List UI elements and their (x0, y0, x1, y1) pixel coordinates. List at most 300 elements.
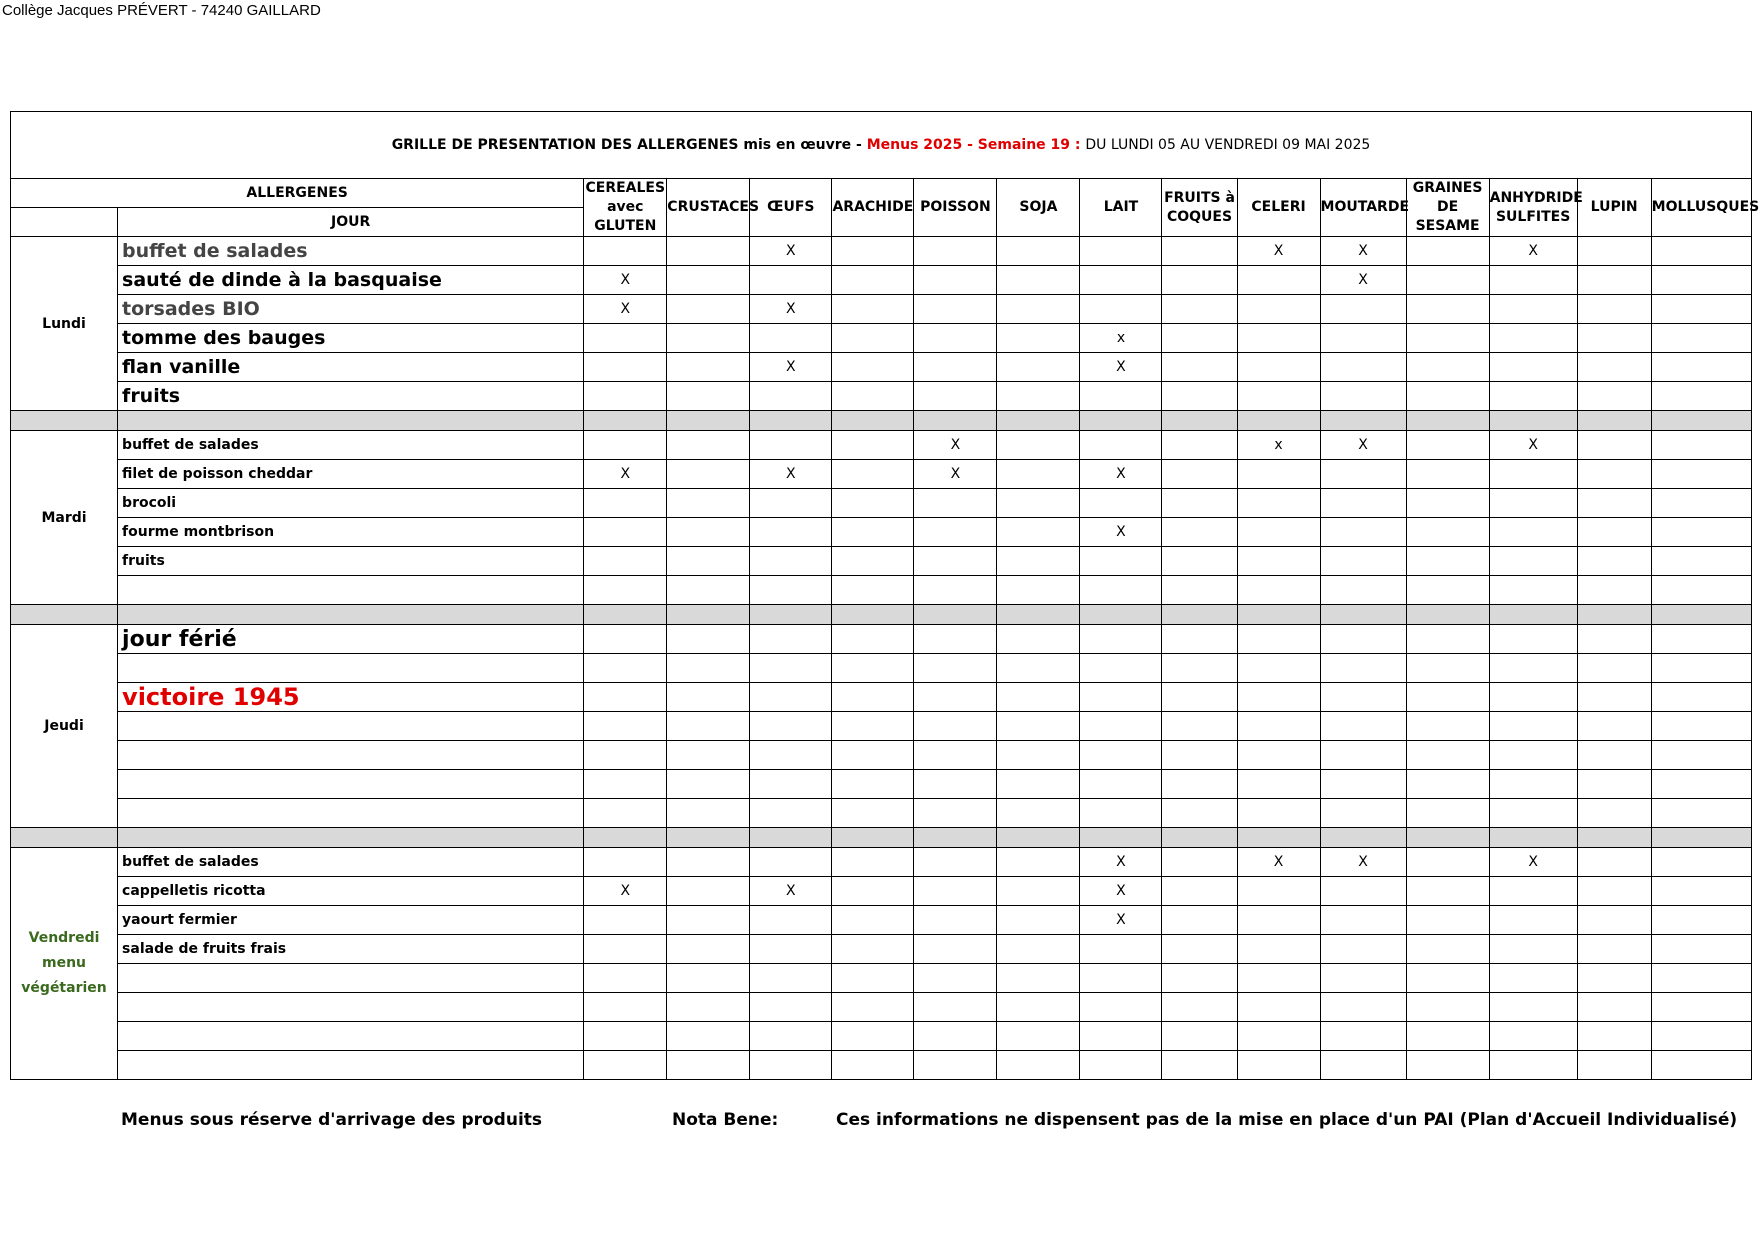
allergen-mark (584, 964, 667, 993)
separator-cell (1162, 411, 1237, 431)
allergen-mark (914, 906, 997, 935)
allergen-mark (584, 382, 667, 411)
allergen-mark (1320, 382, 1406, 411)
allergen-mark (914, 353, 997, 382)
allergen-mark (1406, 489, 1489, 518)
allergen-mark (1237, 266, 1320, 295)
allergen-mark (832, 935, 914, 964)
allergen-mark (584, 712, 667, 741)
allergen-mark (1651, 324, 1751, 353)
allergen-mark (1237, 576, 1320, 605)
allergen-mark (1080, 683, 1162, 712)
separator-cell (584, 605, 667, 625)
footer-info: Ces informations ne dispensent pas de la mise en place d'un PAI (Plan d'Accueil Individualisé) (836, 1110, 1738, 1130)
allergen-mark (1162, 382, 1237, 411)
separator-cell (1577, 605, 1651, 625)
allergen-mark (1651, 712, 1751, 741)
dish-name (118, 576, 584, 605)
dish-name: yaourt fermier (118, 906, 584, 935)
allergen-mark (832, 625, 914, 654)
dish-name: fourme montbrison (118, 518, 584, 547)
allergen-mark (1080, 237, 1162, 266)
allergen-mark (1320, 964, 1406, 993)
allergen-mark (750, 1051, 832, 1080)
allergen-mark (750, 741, 832, 770)
allergen-mark (832, 799, 914, 828)
allergen-mark (1237, 1022, 1320, 1051)
separator-cell (1080, 605, 1162, 625)
footer-nota-bene: Nota Bene: (672, 1110, 779, 1130)
allergen-mark (667, 324, 750, 353)
allergen-mark (667, 625, 750, 654)
allergen-mark (1651, 877, 1751, 906)
allergen-mark (914, 1022, 997, 1051)
allergen-mark (1320, 770, 1406, 799)
allergen-mark (1577, 906, 1651, 935)
allergen-mark (1651, 1051, 1751, 1080)
allergen-mark (997, 964, 1080, 993)
allergen-mark (997, 935, 1080, 964)
allergen-mark (1489, 547, 1577, 576)
allergen-mark (997, 460, 1080, 489)
allergen-mark: X (750, 295, 832, 324)
allergen-mark (1406, 654, 1489, 683)
allergen-mark (997, 489, 1080, 518)
allergen-mark (584, 353, 667, 382)
allergen-mark (1651, 547, 1751, 576)
col-header: CELERI (1237, 179, 1320, 237)
allergen-mark (1320, 877, 1406, 906)
dish-name: flan vanille (118, 353, 584, 382)
allergen-mark: x (1080, 324, 1162, 353)
dish-name (118, 964, 584, 993)
allergen-mark (914, 324, 997, 353)
separator-cell (584, 411, 667, 431)
allergen-mark (584, 1051, 667, 1080)
table-row (11, 576, 1752, 605)
allergen-mark (1237, 547, 1320, 576)
dish-name (118, 770, 584, 799)
table-row (11, 431, 1752, 460)
allergen-mark (1577, 935, 1651, 964)
allergen-mark (914, 1051, 997, 1080)
allergen-mark (1651, 770, 1751, 799)
allergen-mark (1577, 1022, 1651, 1051)
allergen-grid (10, 111, 1759, 1080)
allergen-mark (584, 576, 667, 605)
allergen-mark (1406, 625, 1489, 654)
allergen-mark (1237, 964, 1320, 993)
allergen-mark (584, 770, 667, 799)
allergen-mark (997, 324, 1080, 353)
separator-cell (1237, 411, 1320, 431)
allergen-mark (832, 654, 914, 683)
allergen-mark (1237, 906, 1320, 935)
allergen-mark (1406, 799, 1489, 828)
allergen-mark (997, 683, 1080, 712)
allergen-mark (1162, 489, 1237, 518)
allergen-mark (1577, 712, 1651, 741)
allergen-mark (1489, 741, 1577, 770)
allergen-mark (667, 799, 750, 828)
allergen-mark (1162, 576, 1237, 605)
separator-cell (1489, 411, 1577, 431)
allergen-mark (997, 877, 1080, 906)
allergen-mark (914, 576, 997, 605)
allergen-mark (1651, 799, 1751, 828)
table-row (11, 382, 1752, 411)
allergen-mark (667, 712, 750, 741)
allergen-mark (1162, 877, 1237, 906)
allergen-mark (1577, 489, 1651, 518)
allergen-mark (584, 625, 667, 654)
allergen-mark (997, 576, 1080, 605)
allergen-mark (1237, 460, 1320, 489)
allergen-mark (1162, 625, 1237, 654)
allergen-mark: X (750, 353, 832, 382)
allergen-mark (1080, 295, 1162, 324)
allergen-mark (584, 431, 667, 460)
allergen-mark (1320, 625, 1406, 654)
allergen-mark (1577, 741, 1651, 770)
allergen-mark (997, 799, 1080, 828)
allergen-mark (1080, 964, 1162, 993)
dish-name (118, 1022, 584, 1051)
allergen-mark (832, 1051, 914, 1080)
allergen-mark (1320, 576, 1406, 605)
allergen-mark (750, 266, 832, 295)
allergen-mark (1237, 489, 1320, 518)
allergen-mark (1162, 741, 1237, 770)
separator-cell (1651, 828, 1751, 848)
allergen-mark (914, 382, 997, 411)
allergen-mark (832, 877, 914, 906)
table-row (11, 935, 1752, 964)
allergen-mark (1237, 295, 1320, 324)
allergen-mark (667, 353, 750, 382)
footer-note-left: Menus sous réserve d'arrivage des produits (121, 1110, 543, 1130)
dish-name (118, 741, 584, 770)
separator-cell (1577, 411, 1651, 431)
allergen-mark (1080, 547, 1162, 576)
allergen-mark (1406, 964, 1489, 993)
title-part1: GRILLE DE PRESENTATION DES ALLERGENES mis en œuvre - (391, 137, 867, 153)
allergen-mark (1651, 654, 1751, 683)
allergen-mark (1651, 266, 1751, 295)
table-row (11, 993, 1752, 1022)
table-row (11, 770, 1752, 799)
allergen-mark (914, 295, 997, 324)
allergen-mark (832, 353, 914, 382)
allergen-mark (1162, 1022, 1237, 1051)
table-row (11, 460, 1752, 489)
allergen-mark (914, 993, 997, 1022)
allergen-mark (1577, 382, 1651, 411)
allergen-mark (832, 848, 914, 877)
table-row (11, 799, 1752, 828)
allergen-mark (1406, 576, 1489, 605)
allergen-mark (832, 770, 914, 799)
allergen-mark (832, 460, 914, 489)
allergen-mark (1651, 1022, 1751, 1051)
table-row (11, 654, 1752, 683)
dish-name: torsades BIO (118, 295, 584, 324)
allergen-mark (1577, 877, 1651, 906)
dish-name: filet de poisson cheddar (118, 460, 584, 489)
allergen-mark (832, 324, 914, 353)
allergen-mark (1320, 518, 1406, 547)
allergen-mark (750, 547, 832, 576)
allergen-mark: X (914, 460, 997, 489)
allergen-mark: X (1237, 848, 1320, 877)
allergen-mark (1162, 431, 1237, 460)
allergen-mark (1577, 993, 1651, 1022)
dish-name: buffet de salades (118, 431, 584, 460)
allergen-mark (1489, 625, 1577, 654)
allergen-mark (667, 431, 750, 460)
allergen-mark (1406, 547, 1489, 576)
allergen-mark: X (750, 237, 832, 266)
allergen-mark (1406, 770, 1489, 799)
separator-cell (997, 828, 1080, 848)
allergen-mark (1651, 237, 1751, 266)
allergen-mark (1651, 935, 1751, 964)
allergen-mark (1651, 964, 1751, 993)
allergen-mark (914, 770, 997, 799)
table-row (11, 266, 1752, 295)
col-header: CRUSTACES (667, 179, 750, 237)
allergen-mark (1651, 489, 1751, 518)
allergen-mark (832, 906, 914, 935)
allergen-mark (914, 877, 997, 906)
allergen-mark: X (584, 266, 667, 295)
dish-name (118, 993, 584, 1022)
title-part2: Menus 2025 - Semaine 19 : (866, 137, 1086, 153)
allergen-mark (667, 770, 750, 799)
allergen-mark (1080, 576, 1162, 605)
allergen-mark (1406, 295, 1489, 324)
allergen-mark (1237, 1051, 1320, 1080)
separator-cell (1577, 828, 1651, 848)
separator-cell (1406, 605, 1489, 625)
separator-cell (1237, 828, 1320, 848)
allergen-mark (1320, 935, 1406, 964)
allergen-mark (1320, 1051, 1406, 1080)
allergen-mark (1489, 489, 1577, 518)
allergen-mark (1489, 799, 1577, 828)
allergen-mark (997, 625, 1080, 654)
allergen-mark (584, 741, 667, 770)
allergen-mark (667, 237, 750, 266)
allergen-mark (750, 382, 832, 411)
allergen-mark (1651, 848, 1751, 877)
allergen-mark: X (750, 877, 832, 906)
allergen-mark (1162, 935, 1237, 964)
dish-name: buffet de salades (118, 848, 584, 877)
allergen-mark (1489, 576, 1577, 605)
day-separator (11, 411, 1752, 431)
allergen-mark (997, 237, 1080, 266)
dish-name: victoire 1945 (118, 683, 584, 712)
allergen-mark (1577, 295, 1651, 324)
dish-name (118, 712, 584, 741)
allergen-mark (832, 547, 914, 576)
allergen-mark (750, 1022, 832, 1051)
allergen-mark (997, 431, 1080, 460)
allergen-mark (584, 547, 667, 576)
allergen-mark (914, 848, 997, 877)
dish-name: cappelletis ricotta (118, 877, 584, 906)
allergen-mark (1651, 460, 1751, 489)
allergen-mark: X (1080, 877, 1162, 906)
allergen-mark (584, 848, 667, 877)
allergen-mark (1080, 935, 1162, 964)
separator-cell (832, 828, 914, 848)
allergen-mark (667, 877, 750, 906)
allergen-mark (1489, 654, 1577, 683)
allergen-mark (1489, 993, 1577, 1022)
separator-cell (118, 411, 584, 431)
allergen-mark (1406, 324, 1489, 353)
allergen-mark (1651, 518, 1751, 547)
allergen-mark (1489, 382, 1577, 411)
col-header: POISSON (914, 179, 997, 237)
dish-name: brocoli (118, 489, 584, 518)
allergen-mark: X (584, 295, 667, 324)
allergen-mark (1320, 906, 1406, 935)
separator-cell (1320, 411, 1406, 431)
allergen-mark (1320, 683, 1406, 712)
allergen-mark (750, 712, 832, 741)
table-row (11, 683, 1752, 712)
allergen-mark (667, 518, 750, 547)
separator-cell (997, 605, 1080, 625)
table-row (11, 625, 1752, 654)
allergen-mark (750, 576, 832, 605)
allergen-mark (1651, 295, 1751, 324)
allergen-mark (832, 489, 914, 518)
allergen-mark (1651, 741, 1751, 770)
allergen-mark (997, 295, 1080, 324)
dish-name: sauté de dinde à la basquaise (118, 266, 584, 295)
grid-title (11, 112, 1752, 179)
allergen-mark (1080, 431, 1162, 460)
separator-cell (1406, 828, 1489, 848)
allergen-mark (1080, 266, 1162, 295)
day-label: Mardi (11, 431, 118, 605)
allergen-mark (997, 848, 1080, 877)
dish-name: salade de fruits frais (118, 935, 584, 964)
allergen-mark (1237, 353, 1320, 382)
allergen-mark (997, 712, 1080, 741)
separator-cell (667, 411, 750, 431)
allergen-mark (1651, 382, 1751, 411)
allergen-mark (1080, 654, 1162, 683)
allergen-mark (1320, 741, 1406, 770)
allergen-mark: X (1489, 237, 1577, 266)
dish-name: buffet de salades (118, 237, 584, 266)
allergen-mark (750, 799, 832, 828)
allergen-mark (997, 518, 1080, 547)
separator-cell (997, 411, 1080, 431)
separator-cell (1489, 828, 1577, 848)
allergen-mark (1577, 625, 1651, 654)
dish-name (118, 799, 584, 828)
allergen-mark (832, 431, 914, 460)
dish-name: tomme des bauges (118, 324, 584, 353)
separator-cell (750, 605, 832, 625)
allergen-mark (1162, 848, 1237, 877)
col-header: ŒUFS (750, 179, 832, 237)
allergen-mark (997, 353, 1080, 382)
allergen-mark (914, 741, 997, 770)
allergen-mark (1489, 1051, 1577, 1080)
allergen-mark (1162, 993, 1237, 1022)
separator-cell (118, 605, 584, 625)
allergen-mark (1489, 770, 1577, 799)
allergen-mark (1320, 547, 1406, 576)
table-row (11, 547, 1752, 576)
table-row (11, 741, 1752, 770)
table-row (11, 518, 1752, 547)
allergen-mark (1237, 799, 1320, 828)
allergen-mark (1577, 654, 1651, 683)
allergen-mark (832, 1022, 914, 1051)
allergen-mark (750, 324, 832, 353)
allergen-mark (584, 1022, 667, 1051)
allergen-mark (1406, 848, 1489, 877)
separator-cell (667, 828, 750, 848)
col-header: MOLLUSQUES (1651, 179, 1751, 237)
allergen-mark (584, 489, 667, 518)
allergen-mark (667, 266, 750, 295)
allergen-mark (1237, 683, 1320, 712)
allergen-mark (1489, 683, 1577, 712)
allergen-mark: X (1320, 266, 1406, 295)
allergen-mark (667, 547, 750, 576)
allergen-mark (750, 993, 832, 1022)
dish-name (118, 1051, 584, 1080)
allergen-mark (914, 237, 997, 266)
allergen-mark (1489, 460, 1577, 489)
separator-cell (584, 828, 667, 848)
allergen-mark (1577, 683, 1651, 712)
allergen-mark (914, 547, 997, 576)
allergen-mark (832, 993, 914, 1022)
separator-cell (11, 605, 118, 625)
allergen-mark (1577, 770, 1651, 799)
allergen-mark (1651, 625, 1751, 654)
allergen-mark (997, 1022, 1080, 1051)
allergen-mark (1406, 741, 1489, 770)
allergen-mark (832, 741, 914, 770)
allergen-mark (1162, 654, 1237, 683)
allergen-mark (1320, 654, 1406, 683)
table-row (11, 877, 1752, 906)
allergen-mark (750, 770, 832, 799)
allergen-mark (914, 266, 997, 295)
allergen-mark (750, 518, 832, 547)
allergen-mark (1320, 460, 1406, 489)
table-row (11, 906, 1752, 935)
allergen-mark (997, 906, 1080, 935)
table-row (11, 324, 1752, 353)
table-row (11, 1051, 1752, 1080)
allergen-mark (667, 683, 750, 712)
separator-cell (1651, 411, 1751, 431)
allergen-mark (750, 964, 832, 993)
allergen-mark (1080, 770, 1162, 799)
